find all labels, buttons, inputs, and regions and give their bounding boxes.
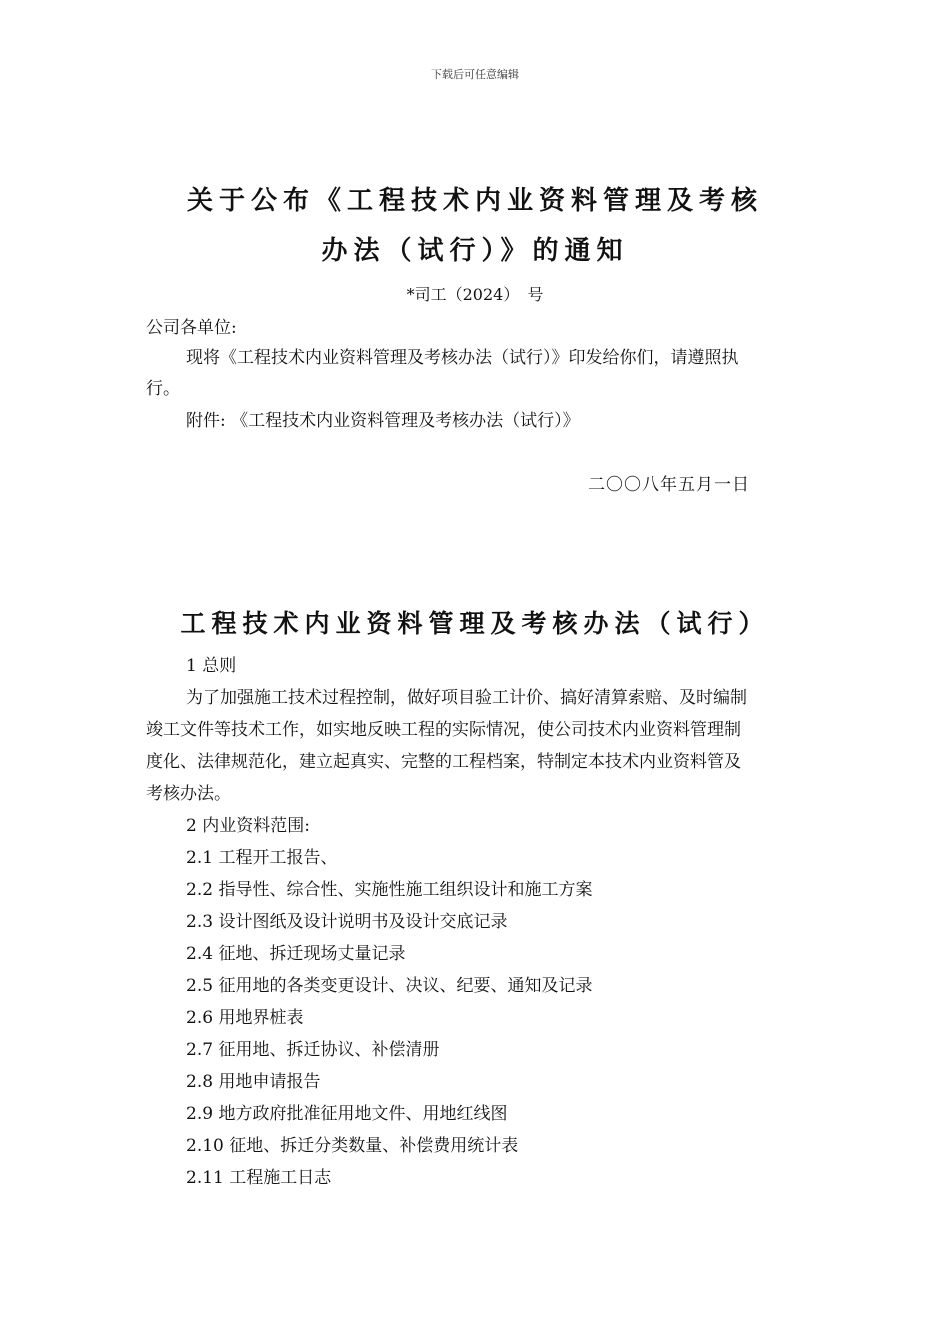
addressee: 公司各单位:	[146, 318, 237, 338]
section1-line: 度化、法律规范化，建立起真实、完整的工程档案，特制定本技术内业资料管及	[146, 752, 741, 772]
notice-body-line1: 现将《工程技术内业资料管理及考核办法（试行）》印发给你们，请遵照执	[186, 348, 739, 368]
list-item: 2.3 设计图纸及设计说明书及设计交底记录	[186, 912, 508, 932]
section1-heading: 1 总则	[186, 656, 237, 676]
regulation-title: 工程技术内业资料管理及考核办法（试行）	[180, 609, 770, 638]
list-item: 2.2 指导性、综合性、实施性施工组织设计和施工方案	[186, 880, 593, 900]
notice-date: 二〇〇八年五月一日	[588, 475, 750, 495]
list-item: 2.7 征用地、拆迁协议、补偿清册	[186, 1040, 440, 1060]
notice-body-line2: 行。	[146, 379, 180, 399]
list-item: 2.1 工程开工报告、	[186, 848, 338, 868]
list-item: 2.9 地方政府批准征用地文件、用地红线图	[186, 1104, 508, 1124]
list-item: 2.11 工程施工日志	[186, 1168, 332, 1188]
header-note: 下载后可任意编辑	[431, 68, 519, 81]
list-item: 2.10 征地、拆迁分类数量、补偿费用统计表	[186, 1136, 519, 1156]
section1-line: 竣工文件等技术工作，如实地反映工程的实际情况，使公司技术内业资料管理制	[146, 720, 741, 740]
section2-heading: 2 内业资料范围:	[186, 816, 310, 836]
document-number: *司工（2024） 号	[406, 285, 544, 304]
section1-line: 为了加强施工技术过程控制，做好项目验工计价、搞好清算索赔、及时编制	[186, 688, 747, 708]
list-item: 2.5 征用地的各类变更设计、决议、纪要、通知及记录	[186, 976, 593, 996]
notice-title-line1: 关于公布《工程技术内业资料管理及考核	[186, 186, 763, 216]
list-item: 2.8 用地申请报告	[186, 1072, 321, 1092]
section1-line: 考核办法。	[146, 784, 231, 804]
list-item: 2.6 用地界桩表	[186, 1008, 304, 1028]
list-item: 2.4 征地、拆迁现场丈量记录	[186, 944, 406, 964]
notice-title-line2: 办法（试行）》的通知	[321, 236, 629, 266]
attachment-line: 附件: 《工程技术内业资料管理及考核办法（试行）》	[186, 411, 580, 431]
